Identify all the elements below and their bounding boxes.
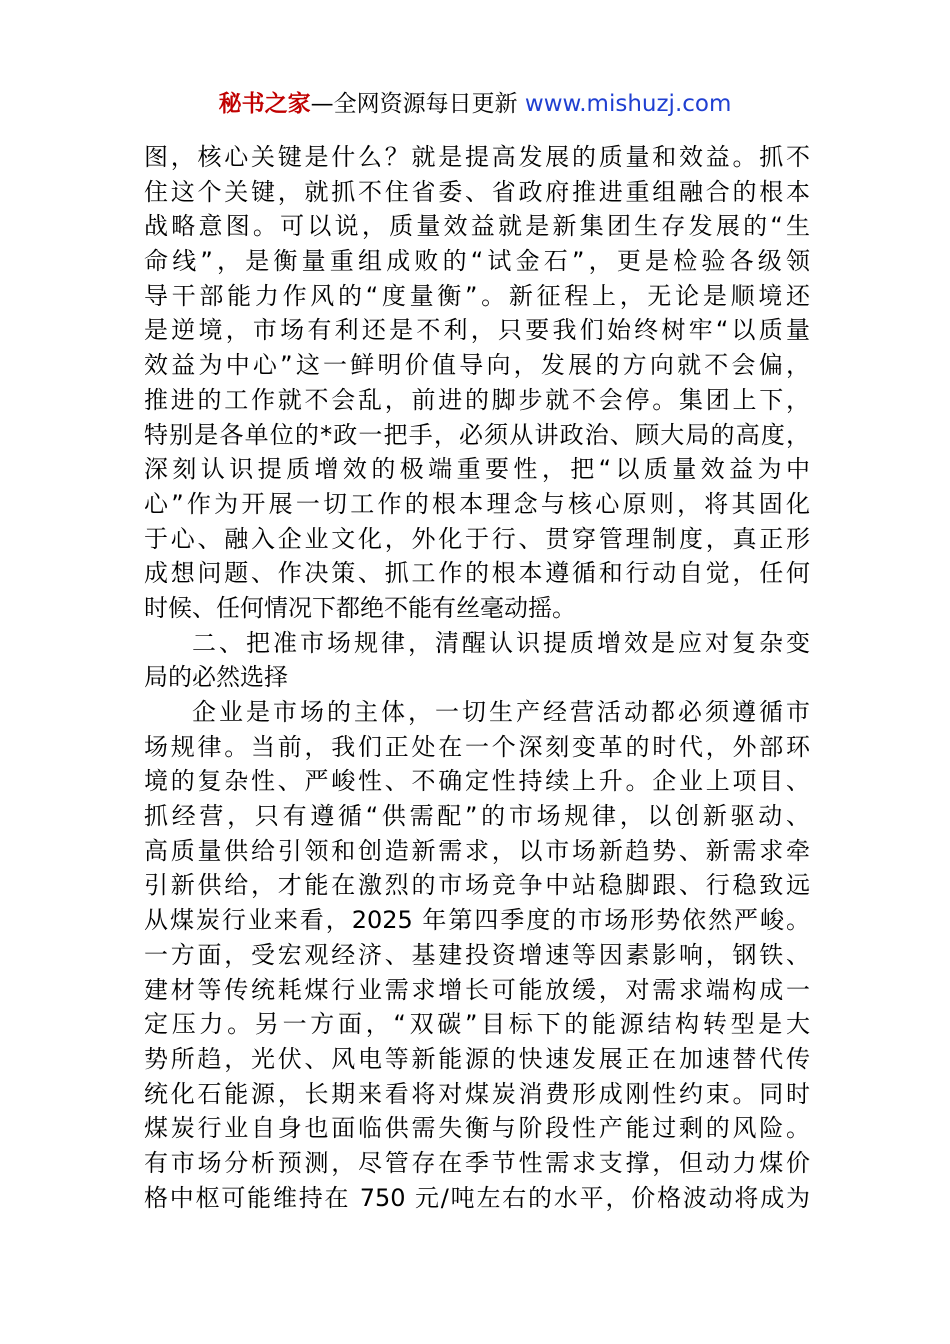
text-line: 于心、融入企业文化，外化于行、贯穿管理制度，真正形: [144, 524, 810, 553]
body-text: [144, 140, 810, 1215]
text-line: 统化石能源，长期来看将对煤炭消费形成刚性约束。同时: [144, 1079, 810, 1108]
text-line: 深刻认识提质增效的极端重要性，把“以质量效益为中: [144, 455, 810, 484]
text-line: 一方面，受宏观经济、基建投资增速等因素影响，钢铁、: [144, 940, 810, 969]
section-heading-line: 二、把准市场规律，清醒认识提质增效是应对复杂变: [192, 628, 810, 657]
text-line: 时候、任何情况下都绝不能有丝毫动摇。: [144, 593, 576, 622]
text-line: 格中枢可能维持在 750 元/吨左右的水平，价格波动将成为: [144, 1183, 810, 1212]
page-header: [0, 86, 950, 122]
text-line: 境的复杂性、严峻性、不确定性持续上升。企业上项目、: [144, 767, 810, 796]
text-line: 企业是市场的主体，一切生产经营活动都必须遵循市: [192, 698, 810, 726]
text-line: 定压力。另一方面，“双碳”目标下的能源结构转型是大: [144, 1010, 810, 1039]
header-tagline: —全网资源每日更新: [310, 91, 525, 117]
text-line: 引新供给，才能在激烈的市场竞争中站稳脚跟、行稳致远: [144, 871, 810, 900]
text-line: 效益为中心”这一鲜明价值导向，发展的方向就不会偏，: [144, 351, 810, 380]
text-line: 心”作为开展一切工作的根本理念与核心原则，将其固化: [144, 489, 810, 518]
text-line: 特别是各单位的*政一把手，必须从讲政治、顾大局的高度，: [144, 420, 810, 449]
text-line: 建材等传统耗煤行业需求增长可能放缓，对需求端构成一: [144, 975, 810, 1004]
text-line: 势所趋，光伏、风电等新能源的快速发展正在加速替代传: [144, 1044, 810, 1073]
text-line: 战略意图。可以说，质量效益就是新集团生存发展的“生: [144, 212, 810, 241]
text-line: 是逆境，市场有利还是不利，只要我们始终树牢“以质量: [144, 316, 810, 345]
text-line: 从煤炭行业来看，2025 年第四季度的市场形势依然严峻。: [144, 906, 810, 935]
text-line: 命线”，是衡量重组成败的“试金石”，更是检验各级领: [144, 247, 810, 276]
brand-name: 秘书之家: [218, 91, 311, 117]
text-line: 煤炭行业自身也面临供需失衡与阶段性产能过剩的风险。: [144, 1114, 810, 1143]
website-link[interactable]: www.mishuzj.com: [524, 91, 732, 117]
text-line: 住这个关键，就抓不住省委、省政府推进重组融合的根本: [144, 177, 810, 206]
text-line: 图，核心关键是什么？就是提高发展的质量和效益。抓不: [144, 143, 810, 171]
text-line: 抓经营，只有遵循“供需配”的市场规律，以创新驱动、: [144, 802, 810, 831]
text-line: 有市场分析预测，尽管存在季节性需求支撑，但动力煤价: [144, 1148, 810, 1177]
text-line: 场规律。当前，我们正处在一个深刻变革的时代，外部环: [144, 732, 810, 761]
text-line: 导干部能力作风的“度量衡”。新征程上，无论是顺境还: [144, 281, 810, 310]
text-line: 成想问题、作决策、抓工作的根本遵循和行动自觉，任何: [144, 559, 810, 588]
text-line: 推进的工作就不会乱，前进的脚步就不会停。集团上下，: [144, 385, 810, 414]
text-line: 高质量供给引领和创造新需求，以市场新趋势、新需求牵: [144, 836, 810, 865]
section-heading-line: 局的必然选择: [144, 663, 288, 692]
